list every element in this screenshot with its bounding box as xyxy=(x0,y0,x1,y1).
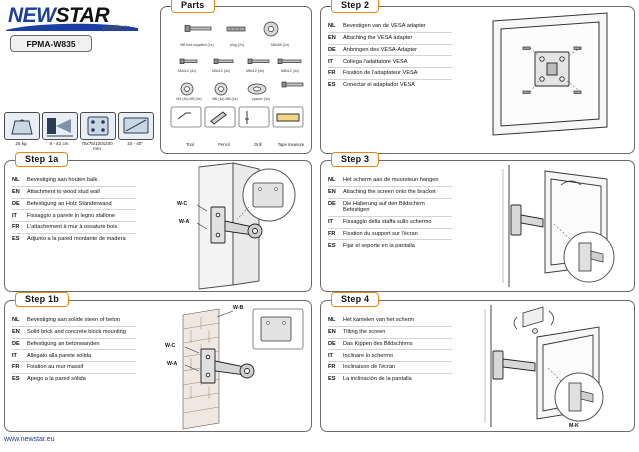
lang-code: IT xyxy=(12,212,17,219)
step3-language-list xyxy=(328,175,452,251)
lang-code: IT xyxy=(328,58,333,65)
brand-logo xyxy=(4,4,144,56)
model-badge: FPMA-W835 xyxy=(10,35,92,52)
lang-code: DE xyxy=(328,340,336,347)
lang-text: Attaching the VESA adapter xyxy=(343,34,413,41)
lang-code: EN xyxy=(328,188,336,195)
part-label-7: M4 (4x) M5 (4x) xyxy=(176,97,202,101)
part-label-3: M4x12 (4x) xyxy=(178,69,196,73)
lang-row xyxy=(328,21,452,33)
lang-text: Het scherm aan de muursteun hangen xyxy=(343,177,439,184)
lang-text: Fixation du support sur l'écran xyxy=(343,230,418,237)
tool-1 xyxy=(207,141,241,147)
lang-row xyxy=(12,234,136,245)
lang-text: Collega l'adattatore VESA xyxy=(343,58,408,65)
lang-row xyxy=(12,187,136,199)
tool-caption-1: Pencil xyxy=(218,142,230,147)
lang-text: Adjunto a la pared montante de madera xyxy=(27,236,126,243)
lang-text: Bevestiging aan solide steen of beton xyxy=(27,317,120,324)
step1a-panel xyxy=(4,154,312,292)
lang-text: Anbringen des VESA-Adapter xyxy=(343,46,418,53)
lang-text: Fissaggio a parete in legno stallone xyxy=(27,212,116,219)
callout-w-c: W-C xyxy=(165,343,176,349)
step3-title: Step 3 xyxy=(331,152,379,167)
lang-code: IT xyxy=(328,219,333,225)
lang-row xyxy=(328,339,452,351)
logo-text-star: STAR xyxy=(55,4,110,27)
lang-row xyxy=(328,374,452,385)
lang-text: Allegato alla parete solida xyxy=(27,352,92,359)
step3-illustration xyxy=(457,161,634,291)
callout-w-c: W-C xyxy=(177,201,188,207)
lang-row xyxy=(328,187,452,199)
step1a-illustration xyxy=(141,161,311,291)
part-label-6: M8x12 (4x) xyxy=(281,69,299,73)
step2-illustration xyxy=(457,7,634,153)
spec-weight xyxy=(4,112,38,152)
lang-row xyxy=(12,362,136,374)
parts-panel-title: Parts xyxy=(171,0,215,13)
step2-title: Step 2 xyxy=(331,0,379,13)
callout-w-a: W-A xyxy=(179,219,190,225)
lang-code: IT xyxy=(328,352,333,359)
lang-code: EN xyxy=(328,34,336,41)
step1b-language-list xyxy=(12,315,136,385)
lang-code: EN xyxy=(328,328,336,335)
lang-text: Inclinaison de l'écran xyxy=(343,364,396,371)
lang-row xyxy=(328,33,452,45)
lang-code: ES xyxy=(328,242,336,249)
lang-row xyxy=(12,199,136,211)
lang-text: Het kantelen van het scherm xyxy=(343,317,415,324)
tool-0 xyxy=(173,141,207,147)
part-label-5: M6x12 (4x) xyxy=(246,69,264,73)
step1b-title: Step 1b xyxy=(15,292,69,307)
lang-text: Tilting the screen xyxy=(343,328,386,335)
lang-text: Attaching the screen onto the bracket xyxy=(343,188,436,195)
part-label-4: M5x12 (4x) xyxy=(212,69,230,73)
step3-panel xyxy=(320,154,635,292)
step4-language-list xyxy=(328,315,452,385)
lang-code: FR xyxy=(328,70,336,77)
spec-vesa-caption: 75x75/100x200 mm xyxy=(81,141,113,152)
spec-screen-size xyxy=(118,112,152,152)
lang-row xyxy=(328,80,452,91)
lang-row xyxy=(328,199,452,217)
lang-text: Fixation de l'adaptateur VESA xyxy=(343,70,418,77)
website-footer[interactable]: www.newstar.eu xyxy=(4,436,55,443)
step4-illustration xyxy=(457,301,634,431)
lang-text: Inclinare lo schermo xyxy=(343,352,394,359)
lang-text: Apego a la pared sólida xyxy=(27,376,86,383)
parts-illustration xyxy=(161,15,311,135)
callout-m-k: M-K xyxy=(569,423,579,429)
lang-row xyxy=(328,45,452,57)
lang-text: Attachment to wood stud wall xyxy=(27,188,100,195)
lang-row xyxy=(12,175,136,187)
tool-caption-2: Drill xyxy=(254,142,262,147)
lang-row xyxy=(328,229,452,241)
lang-code: FR xyxy=(12,224,20,231)
spec-icon-row xyxy=(4,112,152,152)
lang-row xyxy=(328,350,452,362)
callout-w-b: W-B xyxy=(233,305,244,311)
lang-row xyxy=(328,315,452,327)
lang-row xyxy=(12,210,136,222)
weight-icon xyxy=(4,112,40,140)
step2-panel xyxy=(320,0,635,154)
lang-code: ES xyxy=(12,236,20,243)
lang-row xyxy=(328,56,452,68)
tool-caption-3: Tape measure xyxy=(277,142,305,147)
lang-row xyxy=(12,350,136,362)
vesa-icon xyxy=(42,112,78,140)
lang-text: Fissaggio della staffa sullo schermo xyxy=(343,219,432,225)
lang-text: Befestigung an betonwanden xyxy=(27,340,100,347)
step2-language-list xyxy=(328,21,452,91)
lang-code: FR xyxy=(328,364,336,371)
lang-code: NL xyxy=(12,177,20,184)
lang-text: Conectar el adaptador VESA xyxy=(343,82,415,89)
spec-depth xyxy=(42,112,76,152)
lang-row xyxy=(12,315,136,327)
callout-w-a: W-A xyxy=(167,361,178,367)
lang-text: Das Kippen des Bildschirms xyxy=(343,340,413,347)
step1a-title: Step 1a xyxy=(15,152,68,167)
lang-row xyxy=(12,339,136,351)
lang-code: NL xyxy=(328,317,336,324)
lang-code: NL xyxy=(328,23,336,30)
part-label-1: plug (2x) xyxy=(230,43,244,47)
spec-screen-caption: 10 - 40" xyxy=(127,141,143,146)
tool-3 xyxy=(274,141,308,147)
parts-panel xyxy=(160,0,312,154)
lang-code: IT xyxy=(12,352,17,359)
lang-text: Solid brick and concrete block mounting xyxy=(27,328,126,335)
spec-depth-caption: 9 - 42 cm xyxy=(49,141,69,146)
lang-code: FR xyxy=(328,230,336,237)
lang-code: DE xyxy=(328,200,336,207)
lang-code: NL xyxy=(328,177,336,184)
lang-text: Befestigung an Holz Ständerwand xyxy=(27,200,112,207)
lang-text: Fijar el soporte en la pantalla xyxy=(343,242,415,249)
part-label-9: spacer (4x) xyxy=(252,97,270,101)
lang-row xyxy=(12,222,136,234)
lang-code: ES xyxy=(328,376,336,383)
lang-code: EN xyxy=(12,328,20,335)
lang-code: DE xyxy=(12,340,20,347)
lang-code: DE xyxy=(12,200,20,207)
tool-caption-0: Tool xyxy=(186,142,194,147)
screen-size-icon xyxy=(118,112,154,140)
lang-row xyxy=(328,240,452,251)
lang-text: L'attachement à mur à ossature bois xyxy=(27,224,118,231)
lang-text: Die Halterung auf den Bildschirm Befestigen xyxy=(343,200,425,214)
lang-code: ES xyxy=(12,376,20,383)
part-label-2: M8x55 (2x) xyxy=(271,43,289,47)
lang-code: NL xyxy=(12,317,20,324)
step1b-illustration xyxy=(141,301,311,431)
spec-vesa xyxy=(80,112,114,152)
step4-title: Step 4 xyxy=(331,292,379,307)
lang-code: EN xyxy=(12,188,20,195)
lang-code: DE xyxy=(328,46,336,53)
lang-code: FR xyxy=(12,364,20,371)
lang-row xyxy=(328,175,452,187)
lang-text: Bevestiging aan houten balk xyxy=(27,177,98,184)
lang-row xyxy=(12,327,136,339)
lang-row xyxy=(12,374,136,385)
part-label-0: M6 bolt supplied (2x) xyxy=(180,43,214,47)
logo-tagline: products xyxy=(103,25,130,32)
tool-2 xyxy=(241,141,275,147)
step1a-language-list xyxy=(12,175,136,245)
lang-row xyxy=(328,362,452,374)
vesa-pattern-icon xyxy=(80,112,116,140)
lang-text: Fixation au mur massif xyxy=(27,364,84,371)
lang-code: ES xyxy=(328,82,336,89)
step1b-panel xyxy=(4,294,312,432)
lang-row xyxy=(328,327,452,339)
lang-row xyxy=(328,68,452,80)
lang-text: La inclinación de la pantalla xyxy=(343,376,412,383)
lang-text: Bevestigen van de VESA adapter xyxy=(343,23,426,30)
spec-weight-caption: 25 kg xyxy=(15,141,27,146)
lang-row xyxy=(328,217,452,229)
part-label-8: M6 (4x) M8 (4x) xyxy=(212,97,238,101)
step4-panel xyxy=(320,294,635,432)
logo-text-new: NEW xyxy=(8,4,56,27)
